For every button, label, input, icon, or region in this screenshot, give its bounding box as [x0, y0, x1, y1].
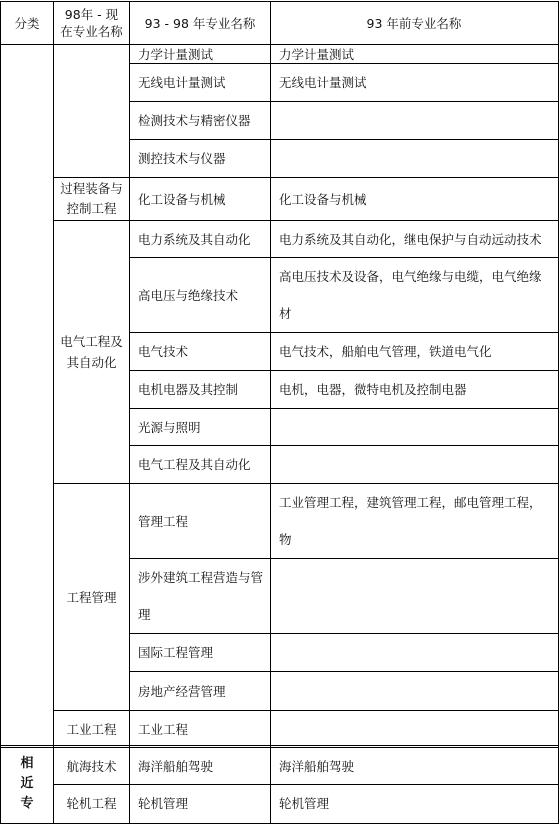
- table-cell-pre93: 轮机管理: [279, 795, 330, 811]
- table-cell-pre93: 力学计量测试: [279, 46, 355, 62]
- table-cell-93-98: 国际工程管理: [138, 645, 214, 660]
- table-cell-93-98: 电力系统及其自动化: [138, 231, 251, 247]
- header-pre93-name: 93 年前专业名称: [366, 15, 462, 31]
- table-cell-93-98: 无线电计量测试: [138, 75, 226, 90]
- group-name: 轮机工程: [66, 795, 117, 811]
- table-cell-93-98: 光源与照明: [138, 419, 201, 435]
- category-label: 相 近 专: [20, 756, 34, 811]
- header-category: 分类: [14, 15, 40, 31]
- header-current-name: 98年 - 现 在专业名称: [60, 7, 123, 39]
- table-cell-93-98: 电气技术: [138, 344, 189, 359]
- table-cell-93-98: 化工设备与机械: [138, 191, 226, 207]
- group-name: 过程装备与 控制工程: [60, 181, 123, 216]
- table-cell-93-98: 管理工程: [138, 513, 189, 529]
- group-name: 工业工程: [66, 721, 117, 737]
- table-cell-pre93: 工业管理工程，建筑管理工程，邮电管理工程，物: [279, 495, 542, 547]
- group-name: 航海技术: [66, 758, 117, 774]
- table-cell-pre93: 化工设备与机械: [279, 191, 367, 207]
- table-cell-93-98: 轮机管理: [138, 795, 189, 811]
- table-cell-pre93: 无线电计量测试: [279, 75, 367, 90]
- table-cell-93-98: 力学计量测试: [138, 46, 214, 62]
- table-cell-pre93: [272, 102, 557, 139]
- table-cell-93-98: 测控技术与仪器: [138, 151, 226, 166]
- table-cell-pre93: 海洋船舶驾驶: [279, 758, 355, 774]
- table-cell-pre93: [272, 409, 557, 445]
- table-cell-pre93: [272, 634, 557, 671]
- group-name: 工程管理: [66, 589, 117, 605]
- table-cell-pre93: [272, 672, 557, 710]
- table-cell-pre93: [272, 711, 557, 747]
- table-cell-93-98: 涉外建筑工程营造与管 理: [138, 570, 264, 622]
- header-93-98-name: 93 - 98 年专业名称: [144, 15, 256, 31]
- table-cell-93-98: 电气工程及其自动化: [138, 457, 251, 472]
- table-cell-pre93: [272, 140, 557, 177]
- table-cell-pre93: 高电压技术及设备，电气绝缘与电缆，电气绝缘材: [279, 269, 542, 321]
- table-cell-pre93: 电气技术，船舶电气管理，铁道电气化: [279, 344, 492, 359]
- table-cell-pre93: 电力系统及其自动化，继电保护与自动远动技术: [279, 231, 542, 247]
- table-cell-93-98: 电机电器及其控制: [138, 382, 239, 397]
- table-cell-93-98: 房地产经营管理: [138, 683, 226, 699]
- table-cell-93-98: 海洋船舶驾驶: [138, 758, 214, 774]
- table-cell-93-98: 检测技术与精密仪器: [138, 113, 251, 128]
- table-cell-pre93: 电机，电器，微特电机及控制电器: [279, 382, 467, 397]
- group-name: 电气工程及 其自动化: [60, 334, 123, 370]
- table-cell-pre93: [272, 446, 557, 483]
- table-cell-93-98: 工业工程: [138, 721, 189, 737]
- table-cell-pre93: [272, 559, 557, 633]
- table-cell-93-98: 高电压与绝缘技术: [138, 287, 239, 303]
